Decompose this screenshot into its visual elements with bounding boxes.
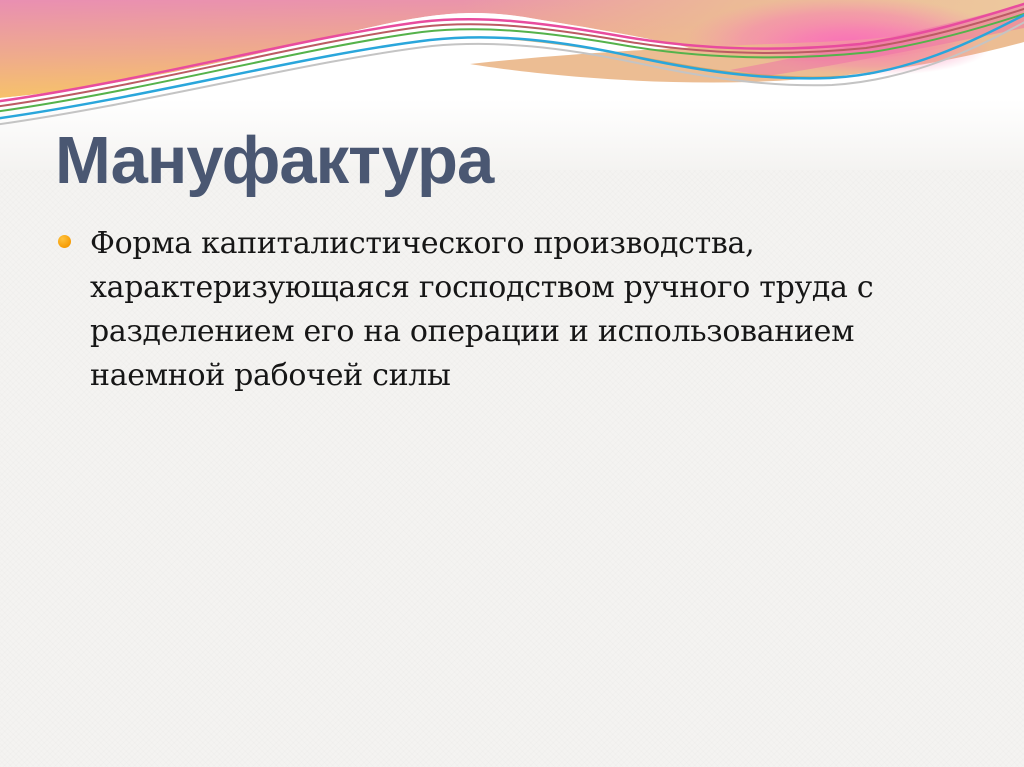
slide-title: Мануфактура — [55, 123, 494, 198]
bullet-item — [58, 222, 968, 398]
bullet-text-line: разделением его на операции и использованием — [90, 314, 855, 349]
bullet-text-line: наемной рабочей силы — [90, 358, 451, 393]
bullet-marker-icon — [58, 235, 71, 248]
slide-body — [58, 222, 968, 398]
bullet-text-line: Форма капиталистического производства, — [90, 226, 755, 261]
bullet-text — [90, 222, 873, 398]
bullet-text-line: характеризующаяся господством ручного труда с — [90, 270, 874, 305]
